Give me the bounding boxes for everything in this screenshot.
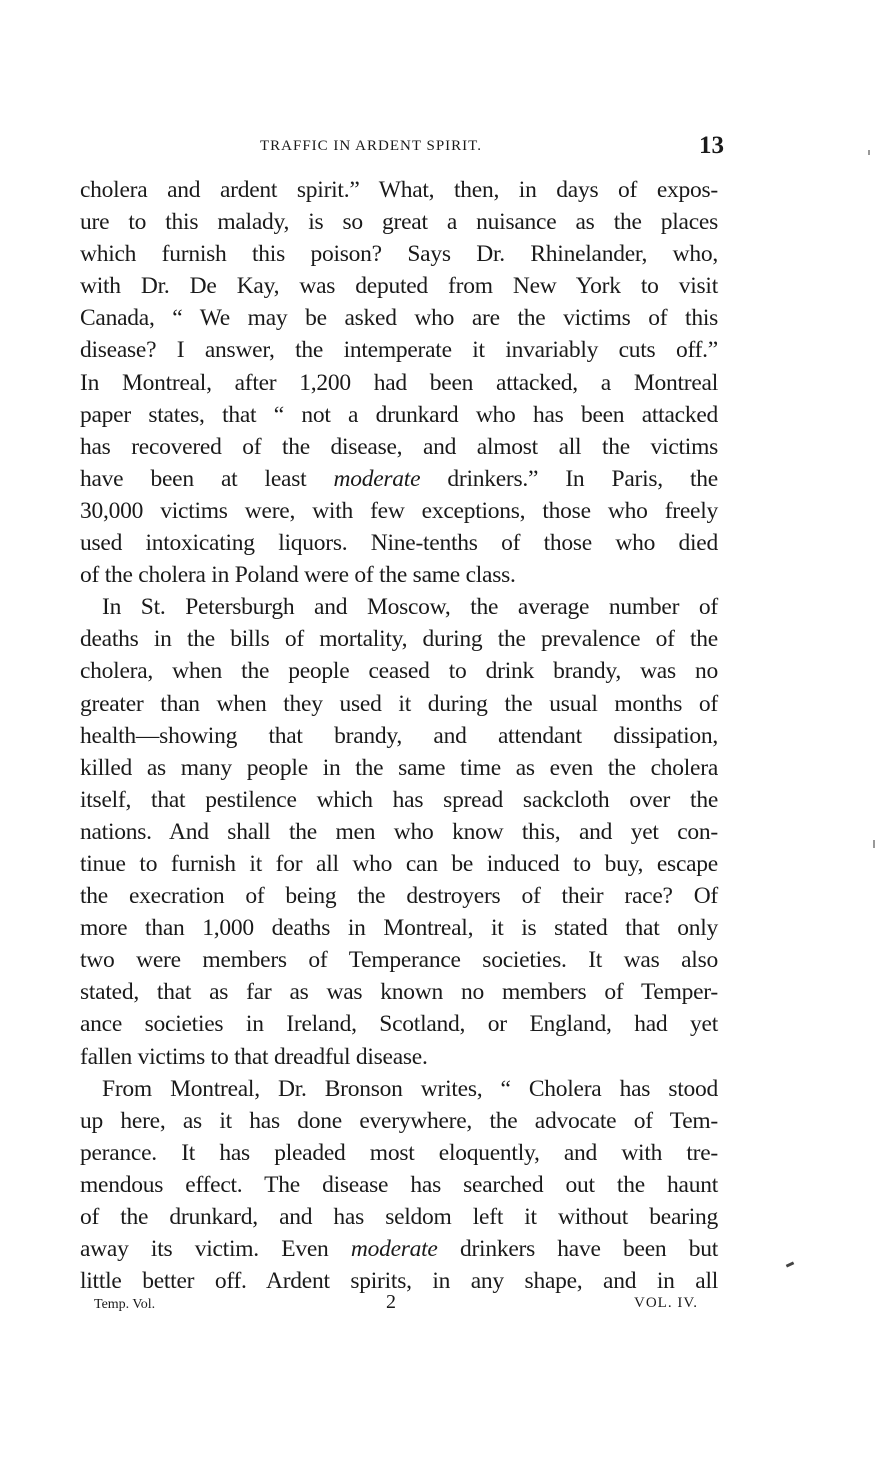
running-title: TRAFFIC IN ARDENT SPIRIT. — [260, 138, 482, 154]
text-segment: which furnish this poison? Says Dr. Rhinelander, who, — [80, 241, 718, 268]
scan-speck — [868, 150, 870, 155]
page-number: 13 — [699, 132, 724, 159]
text-segment: cholera, when the people ceased to drink brandy, was no — [80, 658, 718, 685]
text-segment: of the cholera in Poland were of the same class. — [80, 562, 516, 589]
text-line — [80, 1201, 718, 1233]
text-line — [80, 1105, 718, 1137]
text-segment: with Dr. De Kay, was deputed from New York to visit — [80, 273, 718, 300]
scan-speck — [786, 1261, 795, 1267]
text-segment: health—showing that brandy, and attendant dissipation, — [80, 722, 718, 749]
text-segment: paper states, that “ not a drunkard who has been attacked — [80, 401, 718, 428]
text-line — [80, 655, 718, 687]
text-segment: Canada, “ We may be asked who are the victims of this — [80, 305, 718, 332]
text-line — [80, 1169, 718, 1201]
text-line — [80, 944, 718, 976]
text-segment: ure to this malady, is so great a nuisance as the places — [80, 209, 718, 236]
text-segment: the execration of being the destroyers of their race? Of — [80, 883, 718, 910]
text-line — [80, 559, 718, 591]
text-line — [80, 880, 718, 912]
text-segment: stated, that as far as was known no members of Temper- — [80, 979, 718, 1006]
text-segment: drinkers have been but — [437, 1236, 718, 1263]
footer-volume: VOL. IV. — [634, 1295, 698, 1311]
text-segment: drinkers.” In Paris, the — [420, 465, 718, 492]
text-line — [80, 238, 718, 270]
text-line — [80, 270, 718, 302]
text-segment: two were members of Temperance societies. It was also — [80, 947, 718, 974]
text-segment: tinue to furnish it for all who can be induced to buy, escape — [80, 850, 718, 877]
text-segment: up here, as it has done everywhere, the advocate of Tem- — [80, 1107, 718, 1134]
text-line — [80, 334, 718, 366]
text-segment: 30,000 victims were, with few exceptions, those who freely — [80, 497, 718, 524]
footer-signature-left: Temp. Vol. — [94, 1297, 156, 1312]
text-line — [80, 1073, 718, 1105]
text-segment: From Montreal, Dr. Bronson writes, “ Cholera has stood — [102, 1075, 718, 1102]
text-segment: away its victim. Even — [80, 1236, 351, 1263]
text-segment: In Montreal, after 1,200 had been attacked, a Montreal — [80, 369, 718, 396]
text-line — [80, 1041, 718, 1073]
text-segment: itself, that pestilence which has spread sackcloth over the — [80, 786, 718, 813]
text-line — [80, 591, 718, 623]
text-line — [80, 431, 718, 463]
text-line — [80, 688, 718, 720]
text-segment: deaths in the bills of mortality, during the prevalence of the — [80, 626, 718, 653]
text-segment: more than 1,000 deaths in Montreal, it is stated that only — [80, 915, 718, 942]
text-segment: greater than when they used it during the usual months of — [80, 690, 718, 717]
text-segment: killed as many people in the same time as even the cholera — [80, 754, 718, 781]
text-line — [80, 720, 718, 752]
signature-mark: 2 — [386, 1291, 396, 1313]
text-segment: mendous effect. The disease has searched out the haunt — [80, 1171, 718, 1198]
text-line — [80, 1008, 718, 1040]
italic-emphasis: moderate — [333, 465, 421, 492]
running-header — [80, 134, 724, 164]
text-segment: disease? I answer, the intemperate it invariably cuts off.” — [80, 337, 718, 364]
text-line — [80, 623, 718, 655]
text-line — [80, 848, 718, 880]
text-line — [80, 752, 718, 784]
text-line — [80, 912, 718, 944]
text-segment: In St. Petersburgh and Moscow, the average number of — [102, 594, 718, 621]
text-segment: nations. And shall the men who know this, and yet con- — [80, 818, 718, 845]
text-line — [80, 495, 718, 527]
text-line — [80, 463, 718, 495]
text-segment: ance societies in Ireland, Scotland, or England, had yet — [80, 1011, 718, 1038]
text-line — [80, 527, 718, 559]
text-line — [80, 399, 718, 431]
text-segment: perance. It has pleaded most eloquently, and with tre- — [80, 1139, 718, 1166]
text-segment: has recovered of the disease, and almost all the victims — [80, 433, 718, 460]
text-line — [80, 1137, 718, 1169]
italic-emphasis: moderate — [350, 1236, 438, 1263]
body-text — [80, 174, 718, 1297]
text-segment: cholera and ardent spirit.” What, then, in days of expos- — [80, 177, 718, 203]
text-segment: used intoxicating liquors. Nine-tenths of those who died — [80, 530, 718, 557]
text-segment: have been at least — [80, 465, 334, 492]
page-footer — [80, 1291, 720, 1319]
scan-speck — [873, 840, 875, 848]
text-line — [80, 784, 718, 816]
text-segment: fallen victims to that dreadful disease. — [80, 1043, 428, 1070]
text-line — [80, 976, 718, 1008]
text-segment: little better off. Ardent spirits, in any shape, and in all — [80, 1268, 718, 1295]
text-line — [80, 206, 718, 238]
text-line — [80, 302, 718, 334]
text-line — [80, 816, 718, 848]
text-line — [80, 367, 718, 399]
text-line — [80, 174, 718, 206]
text-line — [80, 1265, 718, 1297]
text-line — [80, 1233, 718, 1265]
text-segment: of the drunkard, and has seldom left it without bearing — [80, 1204, 718, 1230]
